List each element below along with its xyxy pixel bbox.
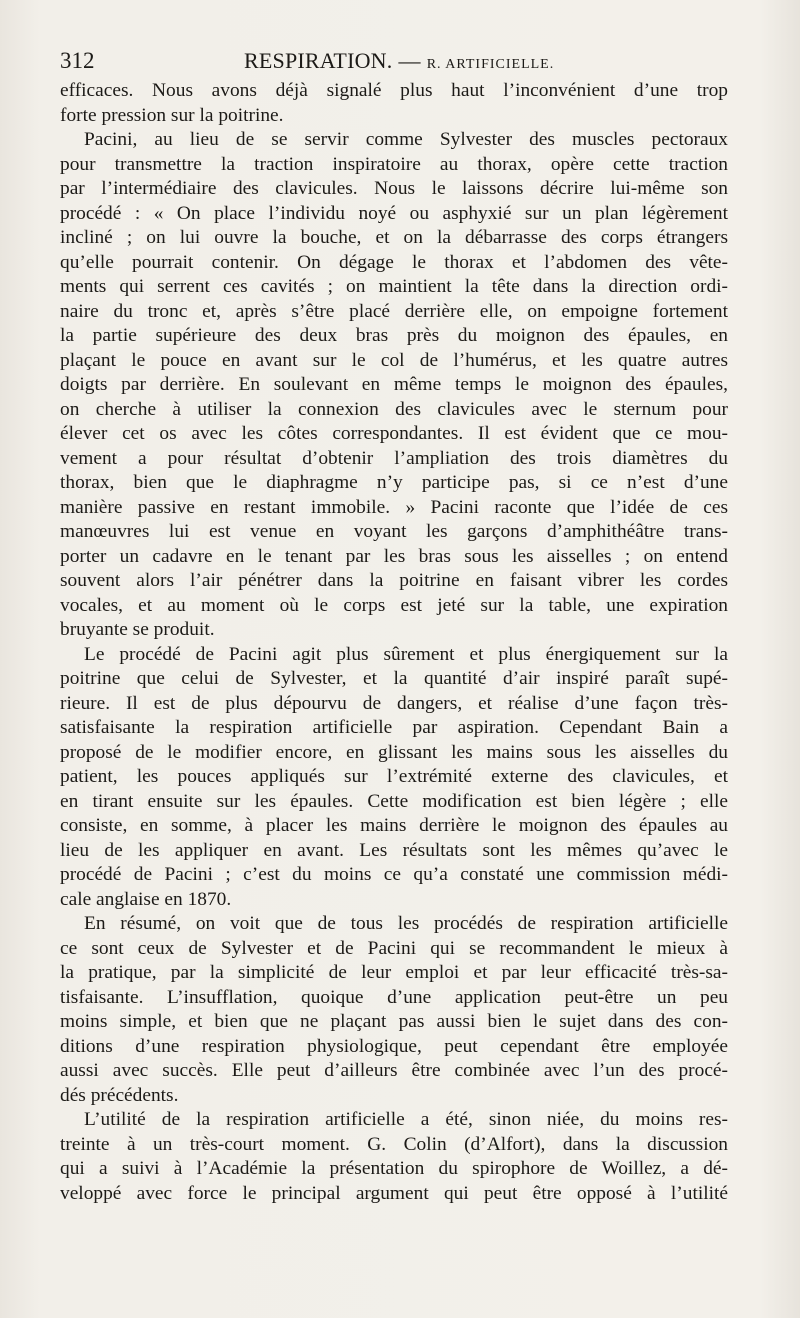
text-line: Le procédé de Pacini agit plus sûrement et plus énergiquement sur la xyxy=(84,643,728,665)
running-title-separator: — xyxy=(398,48,421,73)
body-text xyxy=(60,79,728,1206)
paragraph xyxy=(60,1108,728,1206)
text-line: naire du tronc et, après s’être placé derrière elle, on empoigne fortement xyxy=(60,300,728,322)
text-line: veloppé avec force le principal argument qui peut être opposé à l’utilité xyxy=(60,1182,728,1204)
text-line: poitrine que celui de Sylvester, et la quantité d’air inspiré paraît supé- xyxy=(60,668,728,689)
text-line: patient, les pouces appliqués sur l’extrémité externe des clavicules, et xyxy=(60,766,728,787)
text-line: la pratique, par la simplicité de leur emploi et par leur efficacité très-sa- xyxy=(60,962,728,983)
text-line: en tirant ensuite sur les épaules. Cette modification est bien légère ; elle xyxy=(60,790,728,812)
paragraph xyxy=(60,643,728,913)
text-line: on cherche à utiliser la connexion des clavicules avec le sternum pour xyxy=(60,398,728,420)
paragraph xyxy=(60,128,728,643)
text-line: qui a suivi à l’Académie la présentation du spirophore de Woillez, a dé- xyxy=(60,1158,728,1179)
text-line: par l’intermédiaire des clavicules. Nous le laissons décrire lui-même son xyxy=(60,178,728,199)
page-number: 312 xyxy=(60,48,95,73)
text-line: qu’elle pourrait contenir. On dégage le thorax et l’abdomen des vête- xyxy=(60,251,728,273)
text-line: manœuvres lui est venue en voyant les garçons d’amphithéâtre trans- xyxy=(60,521,728,542)
text-line: la partie supérieure des deux bras près du moignon des épaules, en xyxy=(60,325,728,346)
text-line: forte pression sur la poitrine. xyxy=(60,104,284,126)
text-line: vocales, et au moment où le corps est jeté sur la table, une expiration xyxy=(60,594,728,616)
paragraph xyxy=(60,912,728,1108)
text-line: treinte à un très-court moment. G. Colin (d’Alfort), dans la discussion xyxy=(60,1133,728,1155)
text-line: doigts par derrière. En soulevant en même temps le moignon des épaules, xyxy=(60,374,728,395)
text-line: tisfaisante. L’insufflation, quoique d’une application peut-être un peu xyxy=(60,986,728,1008)
text-line: ments qui serrent ces cavités ; on maintient la tête dans la direction ordi- xyxy=(60,276,728,297)
text-line: dés précédents. xyxy=(60,1084,179,1106)
running-title-subtitle: R. ARTIFICIELLE. xyxy=(426,57,555,72)
text-line: vement a pour résultat d’obtenir l’ampliation des trois diamètres du xyxy=(60,447,728,469)
text-line: consiste, en somme, à placer les mains derrière le moignon des épaules au xyxy=(60,815,728,836)
text-line: aussi avec succès. Elle peut d’ailleurs être combinée avec l’un des procé- xyxy=(60,1060,728,1081)
text-line: souvent alors l’air pénétrer dans la poitrine en faisant vibrer les cordes xyxy=(60,570,728,591)
text-line: moins simple, et bien que ne plaçant pas aussi bien le sujet dans des con- xyxy=(60,1011,728,1032)
text-line: manière passive en restant immobile. » Pacini raconte que l’idée de ces xyxy=(60,496,728,518)
text-line: pour transmettre la traction inspiratoire au thorax, opère cette traction xyxy=(60,153,728,175)
text-line: procédé : « On place l’individu noyé ou asphyxié sur un plan légèrement xyxy=(60,202,728,224)
running-title-main: RESPIRATION. xyxy=(244,48,393,73)
text-line: rieure. Il est de plus dépourvu de dangers, et réalise d’une façon très- xyxy=(60,692,728,714)
text-line: L’utilité de la respiration artificielle a été, sinon niée, du moins res- xyxy=(84,1109,728,1130)
text-line: incliné ; on lui ouvre la bouche, et on la débarrasse des corps étrangers xyxy=(60,227,728,248)
text-line: ce sont ceux de Sylvester et de Pacini qui se recommandent le mieux à xyxy=(60,937,728,959)
text-line: satisfaisante la respiration artificielle par aspiration. Cependant Bain a xyxy=(60,717,728,738)
text-line: cale anglaise en 1870. xyxy=(60,888,232,910)
paragraph xyxy=(60,79,728,128)
text-line: lieu de les appliquer en avant. Les résultats sont les mêmes qu’avec le xyxy=(60,839,728,861)
text-line: porter un cadavre en le tenant par les bras sous les aisselles ; on entend xyxy=(60,545,728,567)
text-line: thorax, bien que le diaphragme n’y participe pas, si ce n’est d’une xyxy=(60,472,728,493)
running-title xyxy=(244,44,554,82)
text-line: Pacini, au lieu de se servir comme Sylvester des muscles pectoraux xyxy=(84,129,728,150)
text-line: efficaces. Nous avons déjà signalé plus haut l’inconvénient d’une trop xyxy=(60,80,728,101)
text-line: procédé de Pacini ; c’est du moins ce qu’a constaté une commission médi- xyxy=(60,864,728,885)
text-line: élever cet os avec les côtes correspondantes. Il est évident que ce mou- xyxy=(60,423,728,444)
text-line: proposé de le modifier encore, en glissant les mains sous les aisselles du xyxy=(60,741,728,763)
text-line: ditions d’une respiration physiologique, peut cependant être employée xyxy=(60,1035,728,1057)
running-header xyxy=(60,44,728,78)
text-line: En résumé, on voit que de tous les procédés de respiration artificielle xyxy=(84,913,728,934)
text-line: bruyante se produit. xyxy=(60,619,215,640)
text-line: plaçant le pouce en avant sur le col de l’humérus, et les quatre autres xyxy=(60,349,728,371)
